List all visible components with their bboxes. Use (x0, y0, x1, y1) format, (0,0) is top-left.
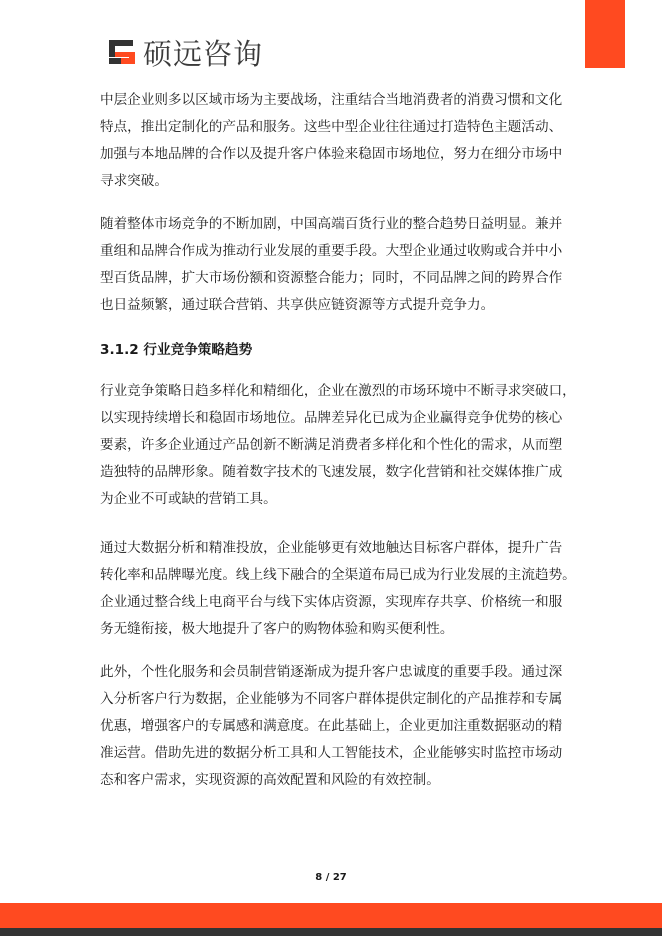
text-line: 中层企业则多以区域市场为主要战场，注重结合当地消费者的消费习惯和文化 (100, 92, 563, 108)
text-line: 转化率和品牌曝光度。线上线下融合的全渠道布局已成为行业发展的主流趋势。 (100, 567, 576, 583)
logo-text: 硕远咨询 (143, 36, 264, 71)
text-line: 要素，许多企业通过产品创新不断满足消费者多样化和个性化的需求，从而塑 (100, 437, 563, 453)
text-line: 加强与本地品牌的合作以及提升客户体验来稳固市场地位，努力在细分市场中 (100, 146, 563, 162)
text-line: 优惠，增强客户的专属感和满意度。在此基础上，企业更加注重数据驱动的精 (100, 718, 563, 734)
corner-accent (585, 0, 625, 68)
text-line: 特点，推出定制化的产品和服务。这些中型企业往往通过打造特色主题活动、 (100, 119, 563, 135)
logo-icon (107, 38, 137, 66)
text-line: 型百货品牌，扩大市场份额和资源整合能力；同时，不同品牌之间的跨界合作 (100, 270, 563, 286)
paragraph-2 (100, 211, 563, 319)
footer-strip (0, 928, 662, 936)
text-line: 务无缝衔接，极大地提升了客户的购物体验和购买便利性。 (100, 621, 454, 637)
paragraph-5 (100, 659, 563, 794)
text-line: 准运营。借助先进的数据分析工具和人工智能技术，企业能够实时监控市场动 (100, 745, 563, 761)
text-line: 寻求突破。 (100, 173, 168, 189)
text-line: 入分析客户行为数据，企业能够为不同客户群体提供定制化的产品推荐和专属 (100, 691, 563, 707)
text-line: 此外，个性化服务和会员制营销逐渐成为提升客户忠诚度的重要手段。通过深 (100, 664, 563, 680)
footer-bar (0, 903, 662, 928)
logo (107, 34, 263, 70)
paragraph-3 (100, 378, 576, 513)
page-number: 8 / 27 (315, 872, 347, 883)
text-line: 随着整体市场竞争的不断加剧，中国高端百货行业的整合趋势日益明显。兼并 (100, 216, 563, 232)
text-line: 造独特的品牌形象。随着数字技术的飞速发展，数字化营销和社交媒体推广成 (100, 464, 563, 480)
paragraph-4 (100, 535, 576, 643)
text-line: 行业竞争策略日趋多样化和精细化，企业在激烈的市场环境中不断寻求突破口， (100, 383, 576, 399)
text-line: 以实现持续增长和稳固市场地位。品牌差异化已成为企业赢得竞争优势的核心 (100, 410, 563, 426)
text-line: 通过大数据分析和精准投放，企业能够更有效地触达目标客户群体，提升广告 (100, 540, 563, 556)
text-line: 重组和品牌合作成为推动行业发展的重要手段。大型企业通过收购或合并中小 (100, 243, 563, 259)
text-line: 态和客户需求，实现资源的高效配置和风险的有效控制。 (100, 772, 440, 788)
text-line: 也日益频繁，通过联合营销、共享供应链资源等方式提升竞争力。 (100, 297, 495, 313)
text-line: 企业通过整合线上电商平台与线下实体店资源，实现库存共享、价格统一和服 (100, 594, 563, 610)
text-line: 为企业不可或缺的营销工具。 (100, 491, 277, 507)
paragraph-1 (100, 87, 563, 195)
section-heading: 3.1.2 行业竞争策略趋势 (100, 342, 253, 358)
